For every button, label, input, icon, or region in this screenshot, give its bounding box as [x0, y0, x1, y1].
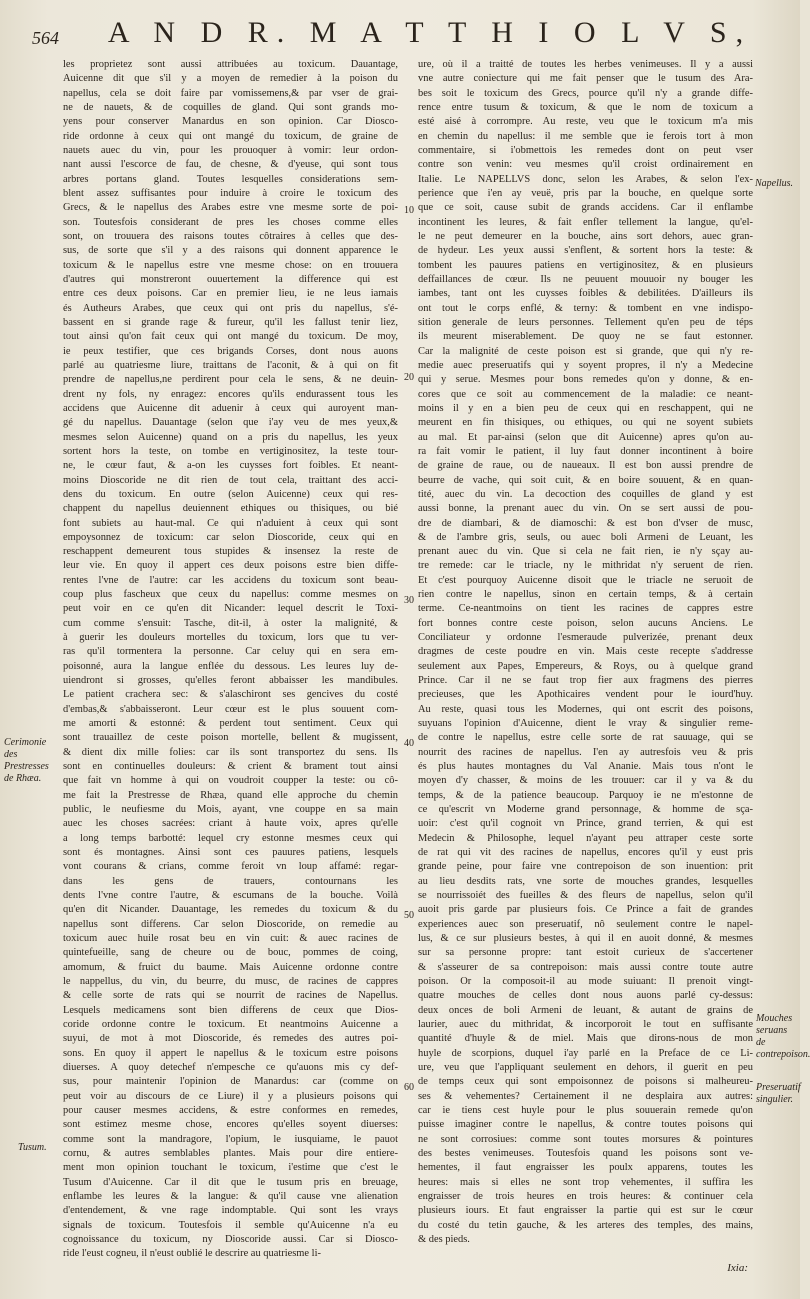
text-line: & de l'ambre gris, seuls, ou auec boli Armeni de Leuant, les [418, 531, 753, 543]
text-line: dragmes de ceste poudre en vin. Mais ceste recepte s'addresse [418, 646, 753, 658]
text-line: puisse imaginer contre le napellus, & contre toutes poisons qui [418, 1119, 753, 1131]
text-line: les proprietez sont aussi attribuées au toxicum. Dauantage, [63, 59, 398, 70]
page-number: 564 [32, 28, 59, 48]
text-line: moyen d'y chasser, & moins de les trouuer: car il y va & du [418, 775, 753, 787]
text-line: ce qu'escrit vn Moderne grand personnage, & homme de sça- [418, 804, 753, 816]
text-line: uiendront si grosses, qu'elles feront abbaisser les mandibules. [63, 675, 398, 687]
text-line: uoir: c'est qu'il cognoit vn Prince, grand terrien, & qui est [418, 818, 753, 830]
text-line: tité, auec du vin. La decoction des coquilles de gland y est [418, 488, 753, 500]
text-line: me amorti & estonné: & perdent tout sentiment. Ceux qui [63, 718, 398, 730]
line-number-40: 40 [404, 738, 414, 749]
text-line: mesmes selon Auicenne) quand on a pris du napellus, les yeux [63, 431, 398, 443]
text-line: le ne peut demeurer en la bouche, ains sort dehors, auec gran- [418, 230, 753, 242]
text-line: és plus hautes montagnes du Val Ananie. Mais tous n'ont le [418, 761, 753, 773]
text-line: tout ainsi qu'on fait ceux qui ont mangé du toxicum. De moy, [63, 331, 398, 343]
text-line: engraisser de trois heures en trois heures: & continuer cela [418, 1190, 753, 1202]
text-line: empoysonnez de toxicum: car selon Dioscoride, ceux qui en [63, 531, 398, 543]
text-line: ras qu'il tormentera la personne. Car celuy qui en sera em- [63, 646, 398, 658]
text-line: des bestes venimeuses. Toutesfois quand les poisons sont ve- [418, 1147, 753, 1159]
text-line: huyle de scorpions, duquel i'ay parlé en la Preface de ce Li- [418, 1047, 753, 1059]
text-line: perience que i'en ay veuë, pris par la bouche, en quelque sorte [418, 187, 753, 199]
text-line: peut voir en ce qu'en dit Nicander: lequel descrit le Toxi- [63, 603, 398, 615]
text-line: amomum, & fruict du baume. Mais Auicenne ordonne contre [63, 961, 398, 973]
text-line: és Autheurs Arabes, que ceux qui ont pris du napellus, s'é- [63, 302, 398, 314]
text-line: Au reste, quasi tous les Modernes, qui ont escrit des poisons, [418, 703, 753, 715]
text-line: ure, veu que l'appliquant seulement en dehors, il guerit en peu [418, 1061, 753, 1073]
text-line: d'entendement, & vne rage indomptable. Qui sont les vrays [63, 1205, 398, 1217]
text-line: dens du toxicum. En outre (selon Auicenne) ceux qui res- [63, 488, 398, 500]
text-line: comme sont la mandragore, l'opium, le iusquiame, le pauot [63, 1133, 398, 1145]
text-line: commentaire, si i'obmettois les remedes dont on peut vser [418, 144, 753, 156]
text-line: sont estimez mesme chose, encores qu'elles soyent diuerses: [63, 1119, 398, 1131]
text-line: deux onces de boli Armeni de leuant, & autant de grains de [418, 1004, 753, 1016]
text-line: gé du napellus. Dauantage (selon que i'ay veu de mes yeux,& [63, 417, 398, 429]
text-line: se nourrissoiét des fueilles & des fleurs de napellus, selon qu'il [418, 890, 753, 902]
text-line: d'autres qui monstreront ouuertement la difference qui est [63, 273, 398, 285]
text-line: sus, de sorte que s'il y a des raisons qui donnent apparence le [63, 245, 398, 257]
text-line: seulement aux Papes, Empereurs, & Roys, ou à quelque grand [418, 660, 753, 672]
text-line: suyuans l'opinion d'Auicenne, dient le vray & singulier reme- [418, 718, 753, 730]
text-line: hementes, il faut engraisser les poulx apparens, toutes les [418, 1162, 753, 1174]
text-line: yens pour conserver Manardus en son opinion. Car Diosco- [63, 116, 398, 128]
text-line: Auicenne dit que s'il y a moyen de remedier à la poison du [63, 73, 398, 85]
line-number-10: 10 [404, 205, 414, 216]
text-line: sus, pour maintenir l'opinion de Manardus: car (comme on [63, 1076, 398, 1088]
text-line: ils meurent miserablement. De quoy ne se faut estonner. [418, 331, 753, 343]
text-line: sont és montagnes. Ainsi sont ces pauures patiens, lesquels [63, 847, 398, 859]
line-number-30: 30 [404, 595, 414, 606]
line-number-60: 60 [404, 1082, 414, 1093]
text-line: esté aisé à corrompre. Au reste, veu que le toxicum m'a mis [418, 116, 753, 128]
text-line: napellus, cela se doit faire par vomissemens,& par vser de grai- [63, 87, 398, 99]
text-line: Lesquels medicamens sont bien differens de ceux que Dios- [63, 1004, 398, 1016]
text-line: Prince. Car il ne se faut trop fier aux fragmens des pierres [418, 675, 753, 687]
text-line: nourrit des racines de napellus. I'en ay autresfois veu & pris [418, 746, 753, 758]
text-line: Tusum d'Auicenne. Car il dit que le tusum pris en breuage, [63, 1176, 398, 1188]
margin-note-napellus: Napellus. [755, 178, 794, 189]
running-title: A N D R. M A T T H I O L V S, [107, 16, 753, 49]
text-line: rence entre tusum & toxicum, & que le nom de toxicum a [418, 101, 753, 113]
text-line: vont courans & crians, comme feroit vn loup affamé: regar- [63, 861, 398, 873]
text-line: public, le neufiesme du Mois, ayant, vne couppe en sa main [63, 804, 398, 816]
text-line: tombent les pauures patiens en vertiginositez, & en plusieurs [418, 259, 753, 271]
text-line: toxicum & le napellus estre vne mesme chose: on en trouuera [63, 259, 398, 271]
text-line: ride ordonne à ceux qui ont mangé du toxicum, de graine de [63, 130, 398, 142]
text-line: en chemin du napellus: il me semble que ie ferois tort à mon [418, 130, 753, 142]
text-line: iambes, tant ont les cuysses foibles & debilitées. D'ailleurs ils [418, 288, 753, 300]
text-line: qui y serue. Mesmes pour bons remedes qu'on y donne, & en- [418, 374, 753, 386]
text-line: ne de nauets, & de coquilles de gland. Qui sont grands mo- [63, 101, 398, 113]
text-line: ra fait vomir le patient, il luy faut donner incontinent à boire [418, 445, 753, 457]
text-line: & des pieds. [418, 1233, 470, 1245]
text-line: de hydeur. Les yeux aussi s'enflent, & sortent hors la teste: & [418, 245, 753, 257]
text-line: Medecin & Philosophe, lequel n'ayant peu attraper ceste sorte [418, 832, 753, 844]
line-number-50: 50 [404, 910, 414, 921]
text-line: aussi bonne, la prenant auec du vin. On se sert aussi de pou- [418, 503, 753, 515]
text-line: le nappellus, du vin, du beurre, du musc, de racines de cappres [63, 976, 398, 987]
text-line: sont trauaillez de ceste poison mortelle, bellent & mugissent, [63, 732, 398, 744]
text-line: ure, où il a traitté de toutes les herbes venimeuses. Il y a aussi [418, 59, 753, 70]
text-line: qu'en dit Nicander. Dauantage, les remedes du toxicum & du [63, 904, 398, 916]
text-line: temps, & de la patience beaucoup. Parquoy ie ne m'estonne de [418, 789, 753, 801]
text-line: quatre mouches de celles dont nous auons parlé cy-dessus: [418, 990, 753, 1002]
text-line: blent assez suffisantes pour induire à croire le toxicum des [63, 187, 398, 199]
line-number-20: 20 [404, 372, 414, 383]
text-line: nant aussi l'escorce de fau, de chesne, & d'yeuse, qui sont tous [63, 159, 398, 171]
text-line: ont tout le corps enflé, & terny: & tombent en vne indispo- [418, 302, 753, 314]
text-line: ie peux testifier, que ces brigands Corses, dont nous auons [63, 345, 398, 357]
text-line: toxicum auec huile rosat beu en vin cuit: & auec racines de [63, 933, 398, 945]
text-line: sons. En quoy il appert le napellus & le toxicum estre poisons [63, 1047, 398, 1059]
text-line: entre ces deux poisons. Car en premier lieu, ie ne leus iamais [63, 288, 398, 300]
text-line: ses & vehementes? Certainement il ne desplaira aux autres: [418, 1090, 753, 1102]
text-line: de temps ceux qui sont empoisonnez de poisons si malheureu- [418, 1076, 753, 1088]
text-line: accidens que Auicenne dit aduenir à ceux qui auroyent man- [63, 402, 398, 414]
text-line: parlé au quatriesme liure, traittans de l'aconit, & à qui on fit [63, 359, 398, 371]
text-line: cornu, & autres semblables plantes. Mais pour dire entiere- [63, 1147, 398, 1159]
text-line: nauets auec du vin, pour les prouoquer à vomir: leur ordon- [63, 144, 398, 156]
text-line: dans les gens de trauers, contournans les [63, 875, 398, 887]
catchword: Ixia: [727, 1262, 748, 1274]
text-line: drent ny fols, ny enragez: encores qu'ils endurassent tous les [63, 388, 398, 400]
text-line: Le patient crachera sec: & s'alaschiront ses gencives du costé [63, 689, 398, 701]
margin-note-ceremonie: Cerimonie des Prestresses de Rhæa. [4, 737, 49, 784]
text-line: poison. Or la composoit-il au mode suiuant: Il prenoit vingt- [418, 976, 753, 987]
text-line: rentes l'vne de l'autre: car les accidens du toxicum sont beau- [63, 574, 398, 586]
text-line: Et c'est pourquoy Auicenne disoit que le triacle ne seruoit de [418, 574, 753, 586]
text-line: Conciliateur y ordonne l'esmeraude pulverizée, prenant deux [418, 632, 753, 644]
text-line: napellus sont differens. Car selon Dioscoride, on remedie au [63, 918, 398, 930]
text-line: d'embas,& s'abbaisseront. Leur cœur est le plus souuent com- [63, 703, 398, 715]
text-line: prendre de napellus,ne perdirent pour cela le sens, & ne deuin- [63, 374, 398, 386]
text-line: de contre le napellus, estre celle sorte de rat sauuage, qui se [418, 732, 753, 744]
text-line: que ce soit, cause subit de grands accidens. Car il enflambe [418, 202, 753, 214]
text-line: au lieu desdits rats, vne sorte de mouches grandes, lesquelles [418, 875, 753, 887]
text-line: & dient dix mille folies: car ils sont transportez du sens. Ils [63, 746, 398, 758]
text-line: suyui, de mot à mot Dioscoride, és remedes des autres poi- [63, 1033, 398, 1045]
page-header [30, 14, 770, 54]
text-line: bes soit le toxicum des Grecs, pource qu'il n'y a grande diffe- [418, 87, 753, 99]
text-line: terme. Ce-neantmoins on tient les racines de cappres estre [418, 603, 753, 615]
text-line: du costé du tetin gauche, & les arteres des temples, des mains, [418, 1219, 753, 1231]
text-line: cum comme s'ensuit: Tasche, dit-il, à oster la malignité, & [63, 617, 398, 629]
text-line: Italie. Le NAPELLVS donc, selon les Arabes, & selon l'ex- [418, 173, 753, 185]
text-line: lus, & ce sur plusieurs bestes, à qui il en auoit donné, & mesmes [418, 933, 753, 945]
text-line: deffaillances de cœur. Ils ne peuuent mouuoir ny bouger les [418, 273, 753, 285]
text-line: chappent du napellus deuiennent ethiques ou thisiques, ou bié [63, 503, 398, 515]
text-line: arbres portans gland. Toutes lesquelles considerations sem- [63, 173, 398, 185]
text-line: au mal. Et par-ainsi (selon que dit Auicenne) apres qu'on au- [418, 431, 753, 443]
text-line: Car la malignité de ceste poison est si grande, que qui n'y re- [418, 345, 753, 357]
text-line: que fait vn homme à qui on voudroit coupper la teste: ou cô- [63, 775, 398, 787]
text-line: meurent en fin thisiques, ou ethiques, ou qui ne soyent subiets [418, 417, 753, 429]
text-line: reschappent demeurent tous stupides & insensez la reste de [63, 546, 398, 558]
text-line: ne sont corrosiues: comme sont toutes morsures & pointures [418, 1133, 753, 1145]
text-line: tre remede: car le triacle, ny le mithridat n'y seruent de rien. [418, 560, 753, 572]
text-line: cores que ce soit au commencement de la maladie: ce neant- [418, 388, 753, 400]
text-line: me fait la Prestresse de Rhæa, quand elle approche du chemin [63, 789, 398, 801]
text-line: fort bonnes contre ceste poison, selon aucuns Anciens. Le [418, 617, 753, 629]
text-line: beurre de vache, qui soit cuit, & en boire souuent, & en quan- [418, 474, 753, 486]
right-column [418, 58, 753, 1247]
margin-note-preservatif: Preseruatif singulier. [756, 1082, 801, 1105]
text-line: quantité d'huyle & de miel. Mais que dirons-nous de mon [418, 1033, 753, 1045]
text-line: moins il y en a bien peu de ceux qui en reschappent, qui ne [418, 402, 753, 414]
text-line: de graine de raue, ou de naueaux. Il est bon aussi prendre de [418, 460, 753, 472]
text-line: bassent en si grande rage & fureur, qu'il les fallust tenir liez, [63, 316, 398, 328]
text-line: auec les choses sacrées: criant à haute voix, apres qu'elle [63, 818, 398, 830]
text-line: auoit pris garde par plusieurs fois. Ce Prince a fait de grandes [418, 904, 753, 916]
text-line: leur vie. En quoy il appert ces deux poisons estre bien diffe- [63, 560, 398, 572]
left-column [63, 58, 398, 1262]
margin-note-mouches: Mouches seruans de contrepoison. [756, 1013, 810, 1060]
text-line: coup plus fascheux que ceux du napellus: comme mesmes on [63, 589, 398, 601]
text-line: poisonné, aura la langue enflée du dessous. Les leures luy de- [63, 660, 398, 672]
text-line: sition generale de leurs personnes. Tellement qu'en peu de téps [418, 316, 753, 328]
text-line: & s'asseurer de sa contrepoison: mais aussi contre toute autre [418, 961, 753, 973]
text-line: plusieurs iours. Et faut engraisser la partie qui est sur le cœur [418, 1205, 753, 1217]
text-line: son. Toutesfois considerant de pres les choses comme elles [63, 216, 398, 228]
text-line: vne autre coniecture qui me fait penser que le tusum des Ara- [418, 73, 753, 85]
text-line: sur sa personne propre: tant estoit curieux de s'accertener [418, 947, 753, 959]
text-line: pour causer mesmes accidens, & estre conformes en remedes, [63, 1104, 398, 1116]
text-line: precieuses, que les Apothicaires vendent pour le iourd'huy. [418, 689, 753, 701]
text-line: dents l'vne contre l'autre, & escumans de la bouche. Voilà [63, 890, 398, 902]
text-line: car ie tiens cest huyle pour le plus souuerain remede qu'on [418, 1104, 753, 1116]
text-line: ment mon opinion touchant le toxicum, i'estime que c'est le [63, 1162, 398, 1174]
margin-note-tusum: Tusum. [18, 1142, 47, 1153]
text-line: ride l'eust cogneu, il n'eust oublié le descrire au quatriesme li- [63, 1248, 321, 1260]
text-line: dre de diambari, & de diamoschi: & est bon d'vser de musc, [418, 517, 753, 529]
text-line: rien contre le napellus, sinon en certain temps, & à certain [418, 589, 753, 601]
text-line: à guerir les douleurs mortelles du toxicum, lors que tu ver- [63, 632, 398, 644]
text-line: diuerses. A quoy detechef n'empesche ce qu'auons mis cy def- [63, 1061, 398, 1073]
text-line: experiences auec son preseruatif, nô seulement contre le napel- [418, 918, 753, 930]
text-line: peut voir au discours de ce Liure) il y a plusieurs poisons qui [63, 1090, 398, 1102]
text-line: a long temps barbotté: lequel cry estonne mesmes ceux qui [63, 832, 398, 844]
text-line: enflambe les leures & la langue: & qu'il cause vne alienation [63, 1190, 398, 1202]
text-line: cognoissance du toxicum, ny Dioscoride aussi. Car si Diosco- [63, 1233, 398, 1245]
text-line: signals de toxicum. Toutesfois il semble qu'Auicenne n'a eu [63, 1219, 398, 1231]
text-line: sont, on trouuera des raisons toutes côtraires à celles que des- [63, 230, 398, 242]
text-line: Grecs, & le napellus des Arabes estre vne mesme sorte de poi- [63, 202, 398, 214]
text-line: laurier, auec du mithridat, & incorporoit le tout en suffisante [418, 1018, 753, 1030]
text-line: medie auec preseruatifs qui y soyent propres, il n'y a Medecine [418, 359, 753, 371]
text-line: font subiets au haut-mal. Ce qui n'aduient à ceux qui sont [63, 517, 398, 529]
text-line: quintefueille, sang de cheure ou de bouc, pommes de coing, [63, 947, 398, 959]
text-line: moins Dioscoride ne dit rien de tout cela, traittant des acci- [63, 474, 398, 486]
text-line: incontinent les leures, & fait enfler tellement la langue, qu'el- [418, 216, 753, 228]
text-line: heures: mais si elles ne sont trop vehementes, il suffira les [418, 1176, 753, 1188]
text-line: grande peine, pour faire vne contrepoison de son inuention: prit [418, 861, 753, 873]
text-line: sont en continuelles douleurs: & crient & brament tout ainsi [63, 761, 398, 773]
text-line: de rat qui vit des racines de napellus, encores qu'il y eust pris [418, 847, 753, 859]
text-line: ne, le cœur faut, & a-on les cuysses fort foibles. Et neant- [63, 460, 398, 472]
text-line: sortent hors la teste, on tombe en vertiginositez, la teste tour- [63, 445, 398, 457]
text-line: contre son venin: veu mesmes qu'il croist ordinairement en [418, 159, 753, 171]
text-line: coride ordonne contre le toxicum. Et neantmoins Auicenne a [63, 1018, 398, 1030]
text-line: & celle sorte de rats qui se nourrit de racines de Napellus. [63, 990, 398, 1002]
text-line: prenant auec du vin. Que si cela ne fait rien, ie n'y sçay au- [418, 546, 753, 558]
